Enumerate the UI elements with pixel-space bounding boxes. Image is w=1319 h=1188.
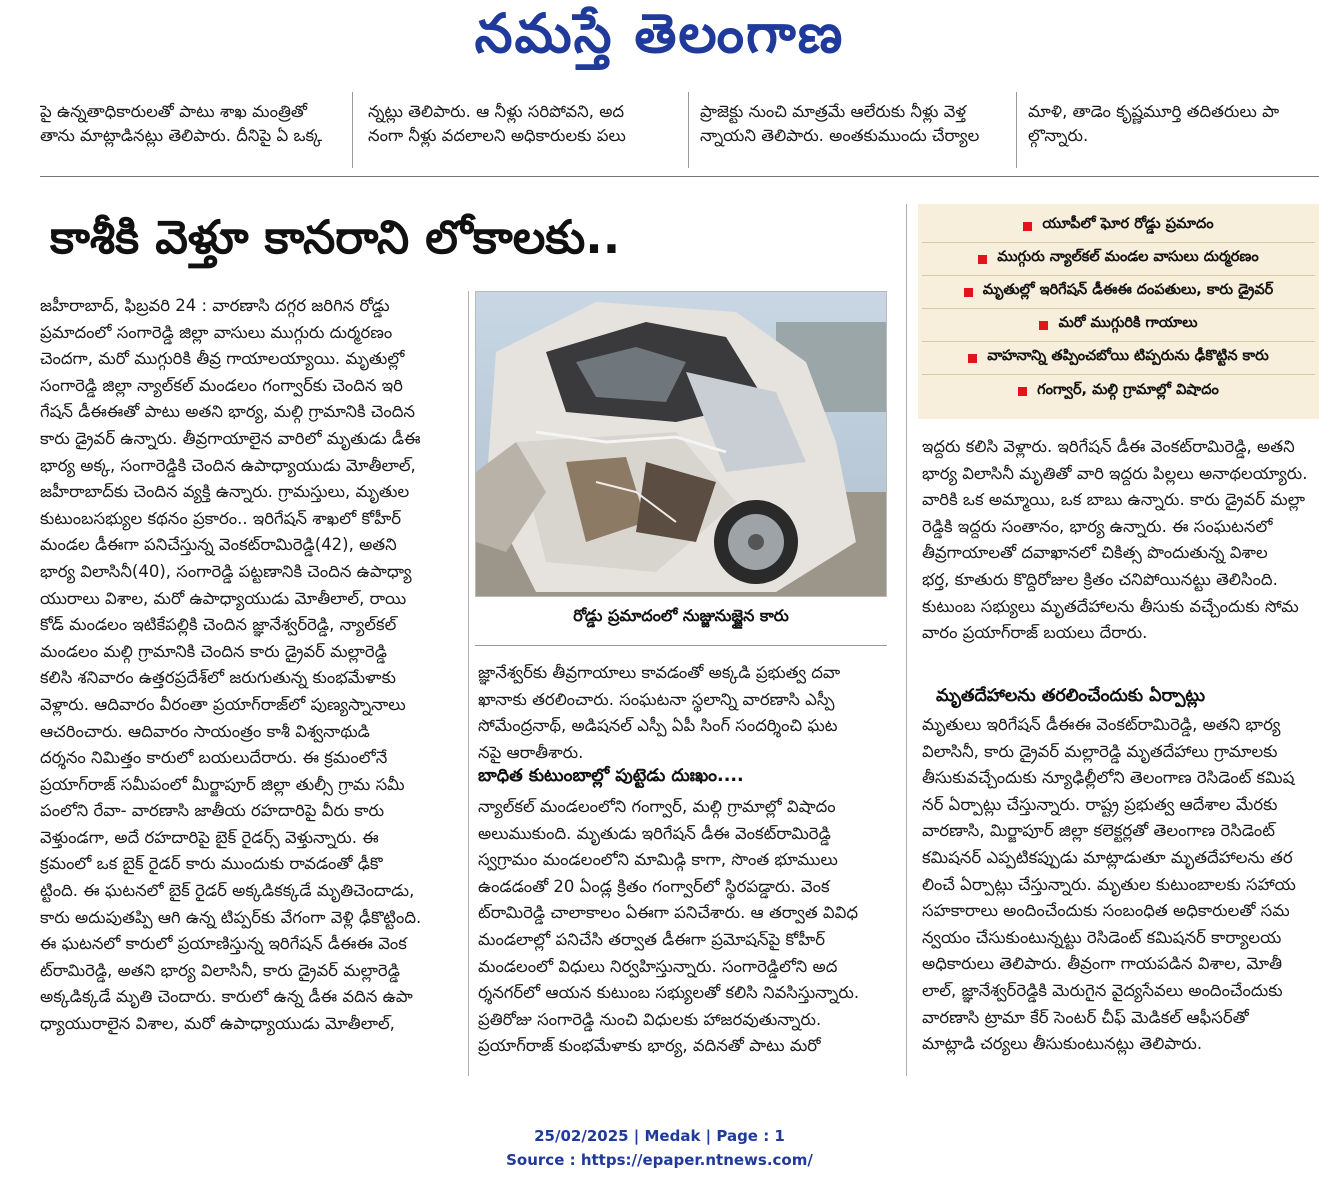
text-line: క్రమంలో ఒక బైక్ రైడర్ కారు ముందుకు రావడంతో ఢీకొ — [40, 854, 383, 874]
text-line: మండలాల్లో పనిచేసి తర్వాత డీఈగా ప్రమోషన్‌పై కోహీర్ — [478, 929, 826, 949]
column-divider — [1016, 92, 1017, 168]
text-line: స్వగ్రామం మండలంలోని మామిడ్గి కాగా, సొంత భూములు — [478, 850, 838, 870]
text-line: ఉండడంతో 20 ఏండ్ల క్రితం గంగ్వార్‌లో స్థిరపడ్డారు. వెంక — [478, 876, 830, 896]
masthead-logo — [0, 0, 1319, 80]
text-line: న్నట్లు తెలిపారు. ఆ నీళ్లు సరిపోవని, అద — [368, 102, 625, 121]
bullet-square-icon — [978, 255, 987, 264]
bullet-square-icon — [964, 288, 973, 297]
text-line: భార్య అక్క, సంగారెడ్డికి చెందిన ఉపాధ్యాయుడు మోతీలాల్, — [40, 455, 416, 475]
text-line: చెందగా, మరో ముగ్గురికి తీవ్ర గాయాలయ్యాయి. మృతుల్లో — [40, 349, 405, 369]
text-line: కోడ్ మండలం ఇటికేపల్లికి చెందిన జ్ఞానేశ్వర్‌రెడ్డి, న్యాల్‌కల్ — [40, 615, 397, 635]
text-line: జహీరాబాద్‌కు చెందిన వ్యక్తి ఉన్నారు. గ్రామస్తులు, మృతుల — [40, 482, 410, 502]
highlight-item: గంగ్వార్, మల్గి గ్రామాల్లో విషాదం — [922, 375, 1315, 408]
text-line: వెళ్లారు. ఆదివారం వీరంతా ప్రయాగ్‌రాజ్‌లో పుణ్యస్నానాలు — [40, 694, 406, 714]
text-line: ధ్యాయురాలైన విశాల, మరో ఉపాధ్యాయుడు మోతీలాల్, — [40, 1014, 395, 1034]
text-line: కుటుంబ సభ్యులు మృతదేహాలను తీసుకు వచ్చేందుకు సోమ — [922, 596, 1299, 616]
section-rule — [40, 176, 1319, 177]
crash-photo — [475, 291, 887, 597]
bullet-square-icon — [1023, 222, 1032, 231]
text-line: న్వయం చేసుకుంటున్నట్టు రెసిడెంట్ కమిషనర్ కార్యాలయ — [922, 927, 1282, 947]
text-line: ఈ ఘటనలో కారులో ప్రయాణిస్తున్న ఇరిగేషన్ డీఈఈ వెంక — [40, 934, 407, 954]
text-line: ఇద్దరు కలిసి వెళ్లారు. ఇరిగేషన్ డీఈ వెంకట్‌రామిరెడ్డి, అతని — [922, 437, 1295, 456]
text-line: కారు డ్రైవర్ ఉన్నారు. తీవ్రగాయాలైన వారిలో మృతుడు డీఈ — [40, 428, 421, 448]
text-line: పంలోని రేవా- వారణాసి జాతీయ రహదారిపై వీరు కారు — [40, 801, 385, 821]
column-divider — [906, 204, 907, 1076]
text-line: సోమేంద్రనాథ్, అడిషనల్ ఎస్పీ ఏపీ సింగ్ సందర్శించి ఘట — [478, 716, 838, 736]
bullet-square-icon — [968, 354, 977, 363]
subheading-grieving-families: బాధిత కుటుంబాల్లో పుట్టెడు దుఃఖం.... — [478, 766, 744, 786]
column-2-top — [478, 660, 894, 766]
text-line: సంగారెడ్డి జిల్లా న్యాల్‌కల్ మండలం గంగ్వార్‌కు చెందిన ఇరి — [40, 375, 403, 395]
bullet-square-icon — [1039, 321, 1048, 330]
column-divider — [688, 92, 689, 168]
text-line: భార్య విలాసినీ మృతితో వారి ఇద్దరు పిల్లలు అనాథలయ్యారు. — [922, 463, 1308, 483]
text-line: మండలం మల్గి గ్రామానికి చెందిన కారు డ్రైవర్ మల్లారెడ్డి — [40, 641, 387, 661]
text-line: కలిసి శనివారం ఉత్తరప్రదేశ్‌లో జరుగుతున్న కుంభమేళాకు — [40, 668, 396, 688]
top-strip-col-2 — [368, 92, 688, 172]
text-line: కారు అదుపుతప్పి ఆగి ఉన్న టిప్పర్‌కు వేగంగా వెళ్లి ఢీకొట్టింది. — [40, 907, 422, 927]
text-line: అక్కడిక్కడే మృతి చెందారు. కారులో ఉన్న డీఈ వదిన ఉపా — [40, 987, 413, 1007]
text-line: ఆచరించారు. ఆదివారం సాయంత్రం కాశీ విశ్వనాథుడి — [40, 721, 370, 741]
text-line: మండలంలో విధులు నిర్వహిస్తున్నారు. సంగారెడ్డిలోని అద — [478, 956, 838, 976]
text-line: విలాసినీ, కారు డ్రైవర్ మల్లారెడ్డి మృతదేహాలు గ్రామాలకు — [922, 741, 1278, 761]
text-line: రెడ్డికి ఇద్దరు సంతానం, భార్య ఉన్నారు. ఈ సంఘటనలో — [922, 516, 1273, 536]
text-line: లించే ఏర్పాట్లు చేస్తున్నారు. మృతుల కుటుంబాలకు సహాయ — [922, 874, 1296, 894]
text-line: సహకారాలు అందించేందుకు సంబంధిత అధికారులతో సమ — [922, 901, 1290, 921]
column-divider — [468, 291, 469, 1076]
text-line: నపై ఆరాతీశారు. — [478, 742, 584, 762]
text-line: మాట్లాడి చర్యలు తీసుకుంటునట్లు తెలిపారు. — [922, 1034, 1203, 1054]
text-line: వెళ్తుండగా, అదే రహదారిపై బైక్ రైడర్స్ వెళ్తున్నారు. ఈ — [40, 827, 379, 847]
caption-rule — [475, 645, 887, 646]
text-line: మాళి, తాడెం కృష్ణమూర్తి తదితరులు పా — [1028, 102, 1280, 121]
text-line: వారణాసి, మిర్జాపూర్ జిల్లా కలెక్టర్లతో తెలంగాణ రెసిడెంట్ — [922, 821, 1275, 841]
text-line: ట్‌రామిరెడ్డి, అతని భార్య విలాసినీ, కారు డ్రైవర్ మల్లారెడ్డి — [40, 960, 400, 980]
wrecked-car-illustration — [476, 292, 887, 597]
bullet-square-icon — [1018, 387, 1027, 396]
footer-date-edition: 25/02/2025 | Medak | Page : 1 — [534, 1127, 785, 1145]
text-line: ట్టింది. ఈ ఘటనలో బైక్ రైడర్ అక్కడికక్కడే మృతిచెందాడు, — [40, 881, 415, 901]
footer-source: Source : https://epaper.ntnews.com/ — [506, 1151, 813, 1169]
top-strip-col-3 — [700, 92, 1020, 172]
text-line: ట్‌రామిరెడ్డి చాలాకాలం ఏఈగా పనిచేశారు. ఆ తర్వాత వివిధ — [478, 903, 859, 923]
text-line: న్నాయని తెలిపారు. అంతకుముందు చేర్యాల — [700, 126, 980, 145]
text-line: నంగా నీళ్లు వదలాలని అధికారులకు పలు — [368, 126, 626, 145]
text-line: ర్శనగర్‌లో ఆయన కుటుంబ సభ్యులతో కలిసి నివసిస్తున్నారు. — [478, 983, 860, 1003]
text-line: భార్య విలాసినీ(40), సంగారెడ్డి పట్టణానికి చెందిన ఉపాధ్యా — [40, 561, 412, 581]
text-line: మండల డీఈగా పనిచేస్తున్న వెంకట్‌రామిరెడ్డి(42), అతని — [40, 535, 397, 555]
text-line: అధికారులు తెలిపారు. తీవ్రంగా గాయపడిన విశాల, మోతీ — [922, 954, 1282, 974]
text-line: వారణాసి ట్రామా కేర్ సెంటర్ చీఫ్ మెడికల్ ఆఫీసర్‌తో — [922, 1007, 1249, 1027]
article-column-3-top — [922, 434, 1319, 647]
text-line: జహీరాబాద్, ఫిబ్రవరి 24 : వారణాసి దగ్గర జరిగిన రోడ్డు — [40, 296, 390, 315]
text-line: ప్రమాదంలో సంగారెడ్డి జిల్లా వాసులు ముగ్గురు దుర్మరణం — [40, 322, 393, 342]
text-line: కమిషనర్ ఎప్పటికప్పుడు మాట్లాడుతూ మృతదేహాలను తర — [922, 847, 1293, 867]
text-line: వారికి ఒక అమ్మాయి, ఒక బాబు ఉన్నారు. కారు డ్రైవర్ మల్లా — [922, 490, 1305, 510]
text-line: ల్గొన్నారు. — [1028, 126, 1089, 145]
text-line: దర్శనం నిమిత్తం కారులో బయలుదేరారు. ఈ క్రమంలోనే — [40, 748, 388, 768]
top-strip-col-1 — [40, 92, 350, 172]
text-line: ప్రతిరోజు సంగారెడ్డి నుంచి విధులకు హాజరవుతున్నారు. — [478, 1009, 822, 1029]
top-strip-col-4 — [1028, 92, 1319, 172]
subheading-arrangements: మృతదేహాలను తరలించేందుకు ఏర్పాట్లు — [936, 686, 1205, 706]
text-line: ఖానాకు తరలించారు. సంఘటనా స్థలాన్ని వారణాసి ఎస్పీ — [478, 689, 835, 709]
text-line: పై ఉన్నతాధికారులతో పాటు శాఖ మంత్రితో — [40, 102, 307, 121]
highlight-item: వాహనాన్ని తప్పించబోయి టిప్పరును ఢీకొట్టిన కారు — [922, 342, 1315, 375]
article-column-1 — [40, 293, 465, 1038]
text-line: ప్రాజెక్టు నుంచి మాత్రమే ఆలేరుకు నీళ్లు వెళ్త — [700, 102, 967, 121]
text-line: కుటుంబసభ్యుల కథనం ప్రకారం.. ఇరిగేషన్ శాఖలో కోహీర్ — [40, 508, 402, 528]
text-line: లాల్, జ్ఞానేశ్వర్‌రెడ్డికి మెరుగైన వైద్యసేవలు అందించేందుకు — [922, 980, 1283, 1000]
text-line: వారం ప్రయాగ్‌రాజ్ బయలు దేరారు. — [922, 623, 1148, 643]
text-line: గేషన్ డీఈఈతో పాటు అతని భార్య, మల్గి గ్రామానికి చెందిన — [40, 402, 415, 422]
text-line: తాను మాట్లాడినట్లు తెలిపారు. దీనిపై ఏ ఒక్క — [40, 126, 323, 145]
photo-caption: రోడ్డు ప్రమాదంలో నుజ్జునుజ్జైన కారు — [573, 606, 789, 625]
highlight-item: మరో ముగ్గురికి గాయాలు — [922, 309, 1315, 342]
column-2-bottom — [478, 794, 894, 1060]
text-line: జ్ఞానేశ్వర్‌కు తీవ్రగాయాలు కావడంతో అక్కడి ప్రభుత్వ దవా — [478, 663, 841, 682]
text-line: ప్రయాగ్‌రాజ్ సమీపంలో మీర్జాపూర్ జిల్లా తుల్సీ గ్రామ సమీ — [40, 774, 405, 794]
article-headline: కాశీకి వెళ్తూ కానరాని లోకాలకు.. — [50, 210, 621, 264]
top-strip — [40, 92, 1319, 172]
column-divider — [352, 92, 353, 168]
masthead-title: నమస్తే తెలంగాణ — [474, 1, 845, 65]
article-column-2 — [478, 660, 894, 766]
highlight-item: మృతుల్లో ఇరిగేషన్ డీఈఈ దంపతులు, కారు డ్రైవర్ — [922, 276, 1315, 309]
article-column-3-bottom — [922, 712, 1319, 1058]
text-line: నర్ ఏర్పాట్లు చేస్తున్నారు. రాష్ట్ర ప్రభుత్వ ఆదేశాల మేరకు — [922, 794, 1278, 814]
text-line: యురాలు విశాల, మరో ఉపాధ్యాయుడు మోతీలాల్, రాయి — [40, 588, 407, 608]
text-line: న్యాల్‌కల్ మండలంలోని గంగ్వార్, మల్గి గ్రామాల్లో విషాదం — [478, 797, 836, 816]
highlight-item: యూపీలో ఘోర రోడ్డు ప్రమాదం — [922, 210, 1315, 243]
text-line: తీవ్రగాయాలతో దవాఖానలో చికిత్స పొందుతున్న విశాల — [922, 543, 1268, 563]
text-line: ప్రయాగ్‌రాజ్ కుంభమేళాకు భార్య, వదినతో పాటు మరో — [478, 1036, 821, 1056]
highlight-item: ముగ్గురు న్యాల్‌కల్ మండల వాసులు దుర్మరణం — [922, 243, 1315, 276]
text-line: తీసుకువచ్చేందుకు న్యూఢిల్లీలోని తెలంగాణ రెసిడెంట్ కమిష — [922, 768, 1295, 788]
text-line: భర్త, కూతురు కొద్దిరోజుల క్రితం చనిపోయినట్టు తెలిసింది. — [922, 569, 1278, 589]
text-line: మృతులు ఇరిగేషన్ డీఈఈ వెంకట్‌రామిరెడ్డి, అతని భార్య — [922, 715, 1281, 734]
highlights-box — [918, 204, 1319, 419]
text-line: అలుముకుంది. మృతుడు ఇరిగేషన్ డీఈ వెంకట్‌రామిరెడ్డి — [478, 823, 831, 843]
